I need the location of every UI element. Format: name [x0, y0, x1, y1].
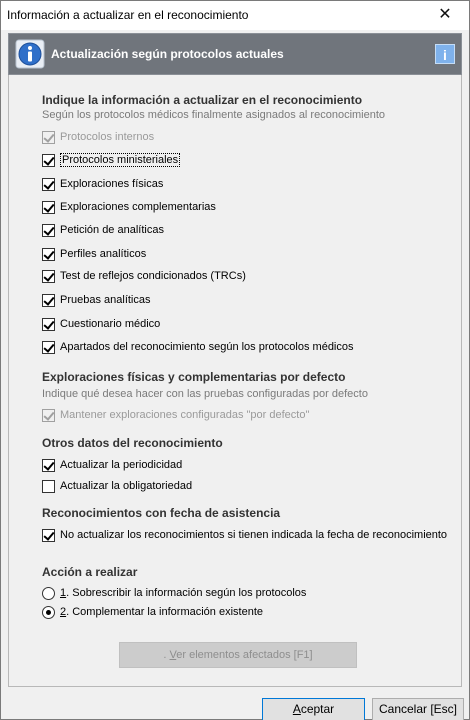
checkbox-row-no-actualizar[interactable]: [42, 527, 447, 543]
checkbox-row-protocolos-internos: [42, 129, 154, 145]
checkbox-row-peticion-analiticas[interactable]: [42, 222, 164, 238]
checkbox-perfiles-analiticos[interactable]: [42, 248, 55, 261]
checkbox-exploraciones-fisicas[interactable]: [42, 178, 55, 191]
checkbox-label[interactable]: Exploraciones complementarias: [60, 201, 216, 213]
checkbox-row-mantener-exploraciones: [42, 407, 309, 423]
radio-sobrescribir[interactable]: [42, 587, 55, 600]
radio-label[interactable]: 2. Complementar la información existente: [60, 606, 263, 618]
info-circle-icon: [15, 39, 45, 69]
checkbox-label[interactable]: Apartados del reconocimiento según los protocolos médicos: [60, 341, 354, 353]
checkbox-label: Mantener exploraciones configuradas "por defecto": [60, 409, 310, 421]
checkbox-obligatoriedad[interactable]: [42, 480, 55, 493]
checkbox-label[interactable]: Actualizar la obligatoriedad: [60, 480, 193, 492]
section-update-info-title: Indique la información a actualizar en el reconocimiento: [42, 93, 363, 107]
checkbox-label[interactable]: Cuestionario médico: [60, 318, 161, 330]
checkbox-row-protocolos-ministeriales[interactable]: [42, 152, 180, 168]
close-icon[interactable]: ✕: [438, 6, 452, 23]
checkbox-protocolos-ministeriales[interactable]: [42, 154, 55, 167]
checkbox-label[interactable]: Petición de analíticas: [60, 224, 164, 236]
radio-complementar[interactable]: [42, 606, 55, 619]
radio-row-sobrescribir[interactable]: [42, 585, 306, 601]
checkbox-row-periodicidad[interactable]: [42, 457, 182, 473]
checkbox-row-exploraciones-fisicas[interactable]: [42, 176, 163, 192]
checkbox-label: Protocolos internos: [60, 131, 155, 143]
section-other-data-title: Otros datos del reconocimiento: [42, 436, 223, 450]
checkbox-label[interactable]: Protocolos ministeriales: [62, 154, 179, 166]
checkbox-row-apartados[interactable]: [42, 339, 354, 355]
checkbox-row-test-reflejos[interactable]: [42, 268, 246, 284]
section-attendance-date-title: Reconocimientos con fecha de asistencia: [42, 506, 281, 520]
checkbox-row-obligatoriedad[interactable]: [42, 478, 192, 494]
checkbox-no-actualizar[interactable]: [42, 529, 55, 542]
checkbox-apartados[interactable]: [42, 341, 55, 354]
section-action-title: Acción a realizar: [42, 565, 138, 579]
checkbox-label[interactable]: Pruebas analíticas: [60, 294, 151, 306]
accept-button[interactable]: Aceptar: [262, 698, 365, 720]
section-default-exams-title: Exploraciones físicas y complementarias por defecto: [42, 370, 346, 384]
window-title: Información a actualizar en el reconocimiento: [7, 8, 249, 22]
checkbox-row-pruebas-analiticas[interactable]: [42, 292, 151, 308]
section-default-exams-subtitle: Indique qué desea hacer con las pruebas configuradas por defecto: [42, 388, 368, 400]
checkbox-pruebas-analiticas[interactable]: [42, 294, 55, 307]
checkbox-label[interactable]: Test de reflejos condicionados (TRCs): [60, 270, 246, 282]
title-bar: [1, 1, 469, 30]
radio-row-complementar[interactable]: [42, 604, 263, 620]
checkbox-label[interactable]: No actualizar los reconocimientos si tienen indicada la fecha de reconocimiento: [60, 529, 448, 541]
checkbox-test-reflejos[interactable]: [42, 270, 55, 283]
checkbox-label[interactable]: Actualizar la periodicidad: [60, 459, 183, 471]
info-badge-icon[interactable]: i: [435, 44, 455, 64]
checkbox-periodicidad[interactable]: [42, 459, 55, 472]
checkbox-exploraciones-complementarias[interactable]: [42, 201, 55, 214]
checkbox-label[interactable]: Exploraciones físicas: [60, 178, 164, 190]
radio-label[interactable]: 1. Sobrescribir la información según los protocolos: [60, 587, 307, 599]
section-update-info-subtitle: Según los protocolos médicos finalmente asignados al reconocimiento: [42, 109, 386, 121]
checkbox-protocolos-internos: [42, 131, 55, 144]
header-title: Actualización según protocolos actuales: [51, 47, 284, 61]
checkbox-row-exploraciones-complementarias[interactable]: [42, 199, 216, 215]
checkbox-row-cuestionario-medico[interactable]: [42, 316, 160, 332]
header-banner: [8, 33, 462, 75]
checkbox-peticion-analiticas[interactable]: [42, 224, 55, 237]
checkbox-mantener-exploraciones: [42, 409, 55, 422]
checkbox-row-perfiles-analiticos[interactable]: [42, 246, 146, 262]
checkbox-label[interactable]: Perfiles analíticos: [60, 248, 147, 260]
cancel-button[interactable]: Cancelar [Esc]: [372, 698, 464, 720]
view-affected-button[interactable]: . Ver elementos afectados [F1]: [119, 642, 357, 668]
checkbox-cuestionario-medico[interactable]: [42, 318, 55, 331]
